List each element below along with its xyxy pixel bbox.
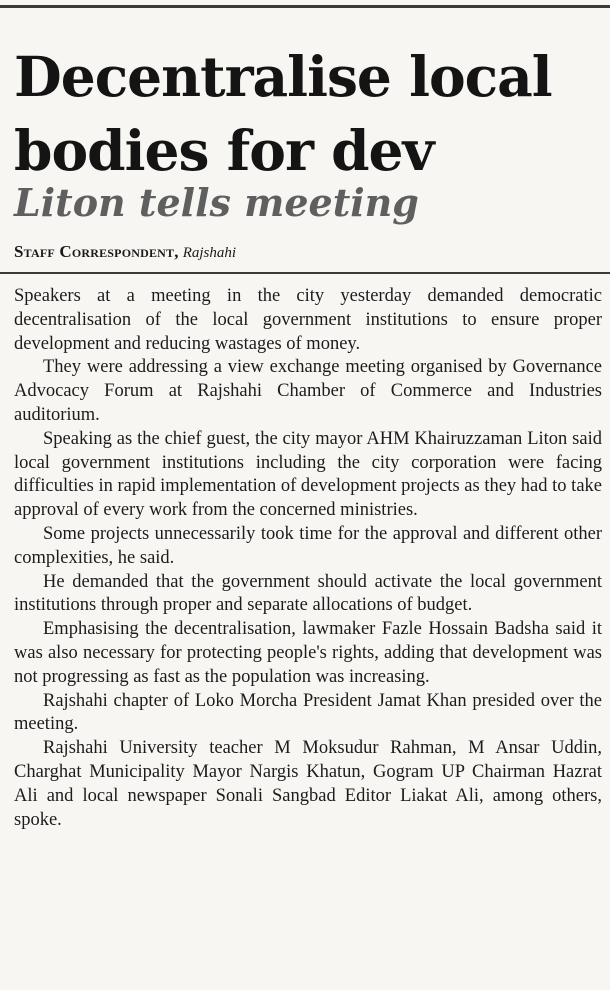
paragraph: Speaking as the chief guest, the city mayor AHM Khairuzzaman Liton said local government institutions including the city corporation were facing difficulties in rapid implementation of development projects as they had to take approval of every work from the concerned ministries. [14,428,602,521]
paragraph: They were addressing a view exchange meeting organised by Governance Advocacy Forum at Rajshahi Chamber of Commerce and Industries auditorium. [14,357,602,425]
paragraph: Some projects unnecessarily took time for the approval and different other complexities, he said. [14,523,602,568]
paragraph: Speakers at a meeting in the city yesterday demanded democratic decentralisation of the local government institutions to ensure proper development and reducing wastages of money. [14,286,602,354]
paragraph: He demanded that the government should activate the local government institutions through proper and separate allocations of budget. [14,571,602,616]
headline: Decentralise local bodies for dev [14,44,552,183]
byline-name: Staff Correspondent, [14,242,179,261]
byline [14,240,236,265]
byline-separator [0,272,610,274]
byline-place: Rajshahi [182,245,237,261]
paragraph: Rajshahi University teacher M Moksudur Rahman, M Ansar Uddin, Charghat Municipality Mayor Nargis Khatun, Gogram UP Chairman Hazrat Ali and local newspaper Sonali Sangbad Editor Liakat Ali, among others, spoke. [14,738,602,830]
top-rule [0,5,610,8]
subheadline: Liton tells meeting [14,180,419,225]
article-body [14,285,602,832]
paragraph: Emphasising the decentralisation, lawmaker Fazle Hossain Badsha said it was also necessary for protecting people's rights, adding that development was not progressing as fast as the population was increasing. [14,619,602,687]
paragraph: Rajshahi chapter of Loko Morcha President Jamat Khan presided over the meeting. [14,690,602,735]
